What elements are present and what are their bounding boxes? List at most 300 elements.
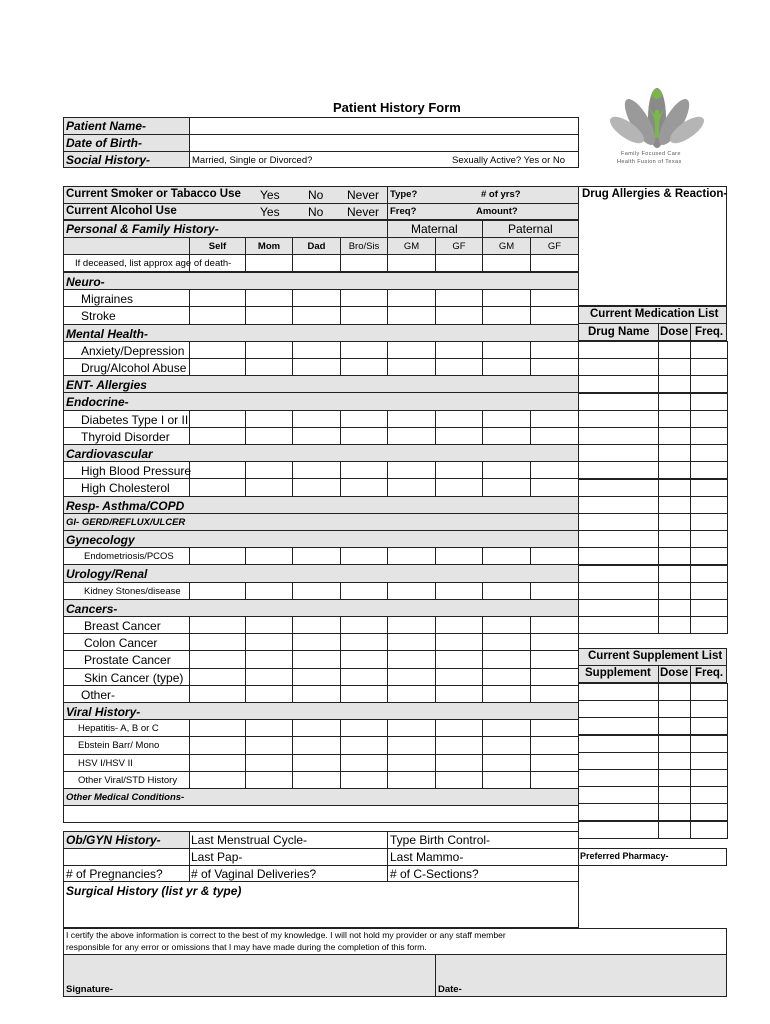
condition-check-cell[interactable] [245,754,293,772]
condition-check-cell[interactable] [435,754,483,772]
condition-check-cell[interactable] [482,547,531,565]
dob-field[interactable] [190,135,578,151]
condition-check-cell[interactable] [292,289,341,307]
condition-check-cell[interactable] [482,341,531,359]
condition-check-cell[interactable] [340,547,388,565]
condition-check-cell[interactable] [387,410,436,428]
signature-label: Signature- [66,984,113,995]
condition-check-cell[interactable] [530,736,579,755]
condition-check-cell[interactable] [435,771,483,789]
condition-check-cell[interactable] [482,633,531,651]
medication-cell[interactable] [690,393,728,411]
deceased-age-cell[interactable] [530,254,579,272]
condition-check-cell[interactable] [340,633,388,651]
condition-check-cell[interactable] [245,478,293,497]
condition-check-cell[interactable] [340,650,388,669]
supplement-cell[interactable] [578,683,659,701]
medication-cell[interactable] [690,496,728,514]
supplement-cell[interactable] [578,735,659,753]
condition-check-cell[interactable] [530,341,579,359]
condition-check-cell[interactable] [245,547,293,565]
condition-check-cell[interactable] [530,306,579,325]
condition-check-cell[interactable] [189,427,246,445]
condition-check-cell[interactable] [530,547,579,565]
condition-check-cell[interactable] [340,582,388,600]
condition-check-cell[interactable] [482,685,531,703]
family-col-header: Bro/Sis [340,237,388,255]
supplement-cell[interactable] [658,786,691,804]
deceased-age-cell[interactable] [189,254,246,272]
supplement-cell[interactable] [690,803,728,821]
medication-cell[interactable] [658,427,691,445]
condition-check-cell[interactable] [387,478,436,497]
condition-label: Resp- Asthma/COPD [66,499,185,513]
medication-cell[interactable] [578,582,659,600]
last-pap-field[interactable]: Last Pap- [191,850,243,864]
medication-cell[interactable] [578,496,659,514]
deceased-age-cell[interactable] [292,254,341,272]
condition-check-cell[interactable] [189,719,246,737]
condition-check-cell[interactable] [340,719,388,737]
condition-check-cell[interactable] [530,754,579,772]
medication-cell[interactable] [578,547,659,565]
condition-check-cell[interactable] [292,547,341,565]
condition-check-cell[interactable] [530,616,579,634]
dob-label: Date of Birth- [66,136,142,150]
deceased-age-cell[interactable] [435,254,483,272]
condition-check-cell[interactable] [292,633,341,651]
condition-check-cell[interactable] [189,754,246,772]
condition-check-cell[interactable] [482,771,531,789]
condition-check-cell[interactable] [189,358,246,376]
medication-cell[interactable] [690,513,728,531]
medication-cell[interactable] [690,616,728,634]
medication-cell[interactable] [690,427,728,445]
condition-check-cell[interactable] [340,616,388,634]
medication-cell[interactable] [578,375,659,393]
medication-cell[interactable] [658,513,691,531]
condition-check-cell[interactable] [245,771,293,789]
supplement-cell[interactable] [578,769,659,787]
condition-check-cell[interactable] [340,754,388,772]
supplement-cell[interactable] [690,769,728,787]
maternal-label: Maternal [411,222,458,236]
condition-check-cell[interactable] [245,582,293,600]
condition-check-cell[interactable] [245,461,293,479]
medication-cell[interactable] [578,599,659,617]
family-col-header: Mom [245,237,293,255]
condition-check-cell[interactable] [189,306,246,325]
condition-check-cell[interactable] [292,616,341,634]
condition-check-cell[interactable] [245,650,293,669]
condition-check-cell[interactable] [387,719,436,737]
supplement-cell[interactable] [658,803,691,821]
condition-check-cell[interactable] [435,719,483,737]
condition-check-cell[interactable] [435,547,483,565]
condition-check-cell[interactable] [387,754,436,772]
condition-check-cell[interactable] [387,633,436,651]
deceased-label: If deceased, list approx age of death- [75,258,232,269]
condition-check-cell[interactable] [530,358,579,376]
condition-check-cell[interactable] [340,410,388,428]
condition-check-cell[interactable] [292,410,341,428]
supplement-cell[interactable] [690,735,728,753]
signature-field[interactable] [64,956,434,996]
supplement-cell[interactable] [690,717,728,735]
supplement-cell[interactable] [578,821,659,839]
condition-check-cell[interactable] [189,633,246,651]
medication-cell[interactable] [658,547,691,565]
condition-check-cell[interactable] [292,771,341,789]
condition-check-cell[interactable] [435,427,483,445]
condition-label: High Cholesterol [81,481,170,495]
supplement-cell[interactable] [690,786,728,804]
condition-label: Urology/Renal [66,567,148,581]
alcohol-no[interactable]: No [308,205,324,219]
date-label: Date- [438,984,462,995]
condition-check-cell[interactable] [292,582,341,600]
condition-check-cell[interactable] [482,461,531,479]
condition-check-cell[interactable] [340,306,388,325]
alcohol-never[interactable]: Never [347,205,380,219]
condition-check-cell[interactable] [435,478,483,497]
condition-check-cell[interactable] [245,410,293,428]
smoke-type-label: Type? [390,189,418,200]
condition-check-cell[interactable] [245,289,293,307]
supplement-cell[interactable] [658,700,691,718]
medication-cell[interactable] [658,582,691,600]
condition-blank-row[interactable] [63,805,579,823]
condition-check-cell[interactable] [340,427,388,445]
supp-name-header: Supplement [585,667,651,679]
condition-check-cell[interactable] [387,306,436,325]
medication-cell[interactable] [578,444,659,462]
condition-check-cell[interactable] [340,289,388,307]
condition-check-cell[interactable] [292,341,341,359]
condition-check-cell[interactable] [387,461,436,479]
condition-check-cell[interactable] [387,771,436,789]
condition-check-cell[interactable] [482,306,531,325]
supplement-cell[interactable] [658,769,691,787]
medication-cell[interactable] [690,341,728,359]
condition-check-cell[interactable] [482,410,531,428]
medication-cell[interactable] [690,530,728,548]
condition-check-cell[interactable] [530,427,579,445]
supp-header-line [578,665,727,666]
condition-check-cell[interactable] [189,461,246,479]
supplement-cell[interactable] [690,821,728,839]
condition-check-cell[interactable] [387,289,436,307]
condition-check-cell[interactable] [292,719,341,737]
condition-check-cell[interactable] [482,358,531,376]
supplement-cell[interactable] [578,803,659,821]
last-mammo-field[interactable]: Last Mammo- [390,850,464,864]
marital-status-field[interactable]: Married, Single or Divorced? [192,155,313,166]
condition-check-cell[interactable] [435,736,483,755]
condition-check-cell[interactable] [530,289,579,307]
medication-cell[interactable] [658,444,691,462]
condition-check-cell[interactable] [482,719,531,737]
birth-control-field[interactable]: Type Birth Control- [390,833,491,847]
condition-check-cell[interactable] [245,358,293,376]
vaginal-deliveries-field[interactable]: # of Vaginal Deliveries? [191,867,317,881]
medication-cell[interactable] [690,479,728,497]
medication-cell[interactable] [578,461,659,479]
supplement-cell[interactable] [578,700,659,718]
condition-check-cell[interactable] [435,358,483,376]
condition-check-cell[interactable] [387,427,436,445]
condition-check-cell[interactable] [435,633,483,651]
medication-cell[interactable] [690,582,728,600]
medication-cell[interactable] [658,530,691,548]
medication-cell[interactable] [690,410,728,428]
condition-label: Cancers- [66,602,118,616]
condition-label: Thyroid Disorder [81,430,170,444]
condition-check-cell[interactable] [530,719,579,737]
condition-check-cell[interactable] [292,736,341,755]
condition-check-cell[interactable] [340,478,388,497]
smoker-never[interactable]: Never [347,188,380,202]
condition-label: Kidney Stones/disease [84,586,181,597]
last-menstrual-field[interactable]: Last Menstrual Cycle- [191,833,308,847]
medication-cell[interactable] [578,358,659,376]
condition-check-cell[interactable] [435,289,483,307]
paternal-label: Paternal [508,222,553,236]
condition-check-cell[interactable] [435,616,483,634]
condition-check-cell[interactable] [189,771,246,789]
condition-check-cell[interactable] [482,478,531,497]
condition-check-cell[interactable] [340,461,388,479]
condition-check-cell[interactable] [245,633,293,651]
deceased-age-cell[interactable] [387,254,436,272]
condition-check-cell[interactable] [245,341,293,359]
condition-check-cell[interactable] [435,582,483,600]
condition-check-cell[interactable] [292,427,341,445]
condition-check-cell[interactable] [387,341,436,359]
condition-check-cell[interactable] [435,685,483,703]
medication-cell[interactable] [658,358,691,376]
medication-cell[interactable] [690,461,728,479]
medication-cell[interactable] [658,410,691,428]
medication-cell[interactable] [690,565,728,583]
supplement-cell[interactable] [690,700,728,718]
medication-cell[interactable] [690,547,728,565]
condition-check-cell[interactable] [530,685,579,703]
condition-check-cell[interactable] [245,719,293,737]
family-col-header: GF [530,237,579,255]
condition-check-cell[interactable] [292,461,341,479]
c-sections-field[interactable]: # of C-Sections? [390,867,479,881]
family-col-header: GM [482,237,531,255]
condition-check-cell[interactable] [530,771,579,789]
supp-header-divider [690,665,691,683]
condition-check-cell[interactable] [387,685,436,703]
condition-check-cell[interactable] [189,685,246,703]
condition-label: Hepatitis- A, B or C [78,723,159,734]
supplement-cell[interactable] [658,752,691,770]
medication-cell[interactable] [658,479,691,497]
condition-check-cell[interactable] [387,547,436,565]
supplement-cell[interactable] [658,717,691,735]
condition-check-cell[interactable] [292,358,341,376]
medication-cell[interactable] [658,375,691,393]
condition-check-cell[interactable] [435,306,483,325]
drug-allergies-box[interactable] [578,186,727,306]
medication-cell[interactable] [690,444,728,462]
medication-cell[interactable] [658,616,691,634]
condition-label: Other Viral/STD History [78,775,178,786]
medication-cell[interactable] [578,565,659,583]
logo-line1: Family Focused Care [621,151,681,157]
condition-check-cell[interactable] [340,771,388,789]
supplement-cell[interactable] [578,717,659,735]
pharmacy-label: Preferred Pharmacy- [580,851,669,861]
condition-label: Mental Health- [66,327,149,341]
med-freq-header: Freq. [695,326,724,338]
condition-check-cell[interactable] [189,341,246,359]
medication-cell[interactable] [690,358,728,376]
condition-check-cell[interactable] [340,668,388,686]
condition-check-cell[interactable] [530,633,579,651]
supplement-cell[interactable] [658,821,691,839]
supp-header-divider [658,665,659,683]
deceased-age-cell[interactable] [340,254,388,272]
condition-check-cell[interactable] [387,582,436,600]
medication-cell[interactable] [578,427,659,445]
patient-name-field[interactable] [190,118,578,134]
condition-category-row [63,599,579,617]
condition-check-cell[interactable] [340,341,388,359]
condition-check-cell[interactable] [530,582,579,600]
medication-cell[interactable] [658,393,691,411]
pregnancies-field[interactable]: # of Pregnancies? [66,867,163,881]
condition-label: Ebstein Barr/ Mono [78,740,160,751]
condition-check-cell[interactable] [245,736,293,755]
condition-check-cell[interactable] [530,478,579,497]
smoker-yes[interactable]: Yes [260,188,280,202]
medication-cell[interactable] [578,393,659,411]
surgical-history-label: Surgical History (list yr & type) [66,884,242,898]
condition-check-cell[interactable] [482,668,531,686]
condition-check-cell[interactable] [189,478,246,497]
condition-check-cell[interactable] [292,685,341,703]
condition-check-cell[interactable] [387,358,436,376]
medication-cell[interactable] [690,375,728,393]
condition-check-cell[interactable] [189,668,246,686]
medication-cell[interactable] [658,496,691,514]
condition-check-cell[interactable] [245,685,293,703]
medication-cell[interactable] [690,599,728,617]
condition-check-cell[interactable] [530,461,579,479]
condition-label: High Blood Pressure [81,464,192,478]
family-col-header: Self [189,237,246,255]
condition-check-cell[interactable] [189,736,246,755]
condition-check-cell[interactable] [482,650,531,669]
condition-check-cell[interactable] [387,650,436,669]
condition-label: Endometriosis/PCOS [84,551,174,562]
medication-cell[interactable] [658,599,691,617]
social-history-label: Social History- [66,153,151,167]
medication-cell[interactable] [658,461,691,479]
condition-category-row [63,702,579,720]
supplement-cell[interactable] [578,752,659,770]
medication-cell[interactable] [578,341,659,359]
date-field[interactable] [436,956,726,996]
condition-check-cell[interactable] [292,754,341,772]
condition-check-cell[interactable] [189,650,246,669]
condition-check-cell[interactable] [530,668,579,686]
supplement-cell[interactable] [690,752,728,770]
condition-check-cell[interactable] [482,582,531,600]
condition-check-cell[interactable] [387,668,436,686]
condition-check-cell[interactable] [435,410,483,428]
condition-check-cell[interactable] [292,306,341,325]
condition-label: Skin Cancer (type) [84,671,184,685]
condition-check-cell[interactable] [245,616,293,634]
condition-check-cell[interactable] [482,754,531,772]
condition-check-cell[interactable] [387,616,436,634]
condition-check-cell[interactable] [482,736,531,755]
condition-check-cell[interactable] [292,478,341,497]
condition-check-cell[interactable] [435,650,483,669]
condition-check-cell[interactable] [435,461,483,479]
medication-cell[interactable] [578,410,659,428]
medication-cell[interactable] [658,341,691,359]
condition-check-cell[interactable] [340,736,388,755]
condition-check-cell[interactable] [435,668,483,686]
condition-check-cell[interactable] [530,410,579,428]
condition-check-cell[interactable] [435,341,483,359]
condition-check-cell[interactable] [482,289,531,307]
medication-cell[interactable] [578,530,659,548]
supplement-cell[interactable] [578,786,659,804]
condition-check-cell[interactable] [189,582,246,600]
supplement-cell[interactable] [658,735,691,753]
condition-check-cell[interactable] [292,650,341,669]
condition-check-cell[interactable] [340,358,388,376]
alcohol-yes[interactable]: Yes [260,205,280,219]
condition-label: HSV I/HSV II [78,758,133,769]
condition-check-cell[interactable] [245,427,293,445]
condition-check-cell[interactable] [292,668,341,686]
condition-label: ENT- Allergies [66,378,147,392]
condition-check-cell[interactable] [482,616,531,634]
condition-label: Viral History- [66,705,141,719]
condition-check-cell[interactable] [530,650,579,669]
condition-check-cell[interactable] [482,427,531,445]
medication-cell[interactable] [658,565,691,583]
family-col-header: GM [387,237,436,255]
alcohol-label: Current Alcohol Use [66,205,177,217]
condition-check-cell[interactable] [189,547,246,565]
deceased-age-cell[interactable] [482,254,531,272]
condition-check-cell[interactable] [245,306,293,325]
condition-check-cell[interactable] [340,685,388,703]
sexually-active-field[interactable]: Sexually Active? Yes or No [452,155,566,166]
medication-cell[interactable] [578,479,659,497]
supplement-cell[interactable] [690,683,728,701]
condition-check-cell[interactable] [189,410,246,428]
deceased-age-cell[interactable] [245,254,293,272]
condition-check-cell[interactable] [189,616,246,634]
condition-check-cell[interactable] [387,736,436,755]
medication-cell[interactable] [578,513,659,531]
condition-check-cell[interactable] [189,289,246,307]
condition-check-cell[interactable] [245,668,293,686]
medication-cell[interactable] [578,616,659,634]
smoker-no[interactable]: No [308,188,324,202]
supplement-cell[interactable] [658,683,691,701]
